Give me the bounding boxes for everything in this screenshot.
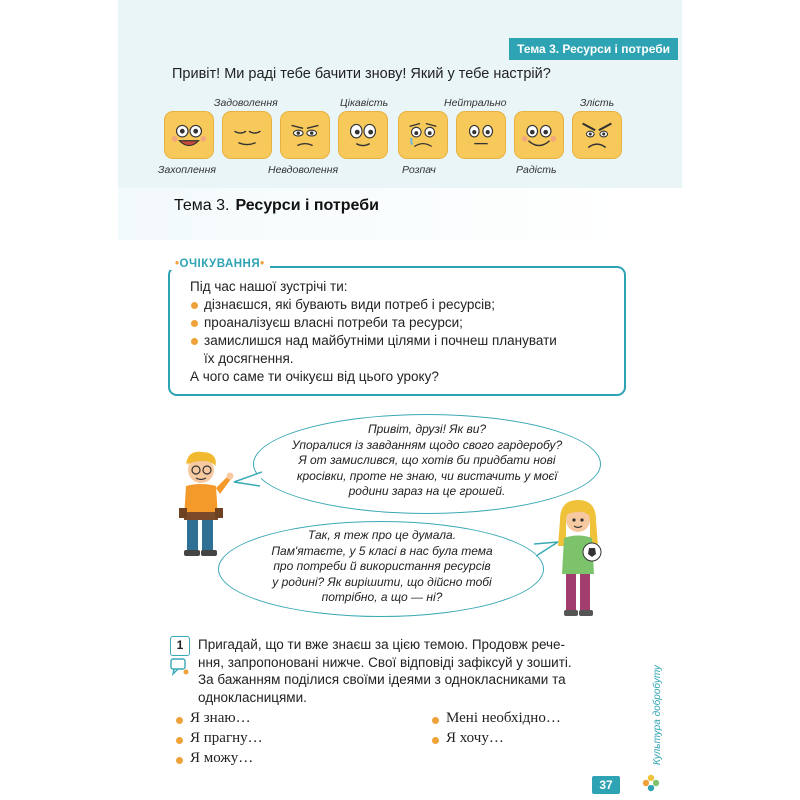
mood-label-zlist: Злість bbox=[580, 97, 615, 109]
topic-tab: Тема 3. Ресурси і потреби bbox=[509, 38, 678, 60]
page-number: 37 bbox=[592, 776, 620, 794]
answer-starter: Я прагну… bbox=[176, 730, 263, 747]
mood-label-zahoplennia: Захоплення bbox=[158, 164, 216, 176]
task-text bbox=[198, 636, 614, 706]
boy-character-icon bbox=[174, 448, 236, 560]
face-zadovolennia-icon bbox=[222, 111, 272, 159]
expectations-label-text: ОЧІКУВАННЯ bbox=[179, 258, 261, 270]
expectations-question: А чого саме ти очікуєш від цього уроку? bbox=[190, 369, 439, 384]
girl-speech-line: про потреби й використання ресурсів bbox=[273, 559, 491, 573]
girl-speech-line: Пам'ятаєте, у 5 класі в нас була тема bbox=[271, 543, 493, 558]
mood-band bbox=[118, 0, 682, 188]
mood-greeting: Привіт! Ми раді тебе бачити знову! Який у тебе настрій? bbox=[172, 66, 551, 82]
bubble-tail-icon bbox=[534, 540, 560, 560]
task-line: однокласницями. bbox=[198, 689, 307, 705]
side-label bbox=[638, 625, 663, 765]
expectations-item: дізнаєшся, які бувають види потреб і ресурсів; bbox=[190, 296, 620, 314]
mood-label-tsikavist: Цікавість bbox=[340, 97, 389, 109]
girl-speech-line: Так, я теж про це думала. bbox=[307, 528, 457, 542]
task-line: ння, запропоновані нижче. Свої відповіді зафіксуй у зошиті. bbox=[198, 654, 572, 670]
expectations-text bbox=[190, 278, 620, 386]
topic-title: Ресурси і потреби bbox=[235, 197, 379, 214]
mood-label-zadovolennia: Задоволення bbox=[214, 97, 278, 109]
label-dot-left: • bbox=[175, 258, 180, 270]
answer-starter: Я хочу… bbox=[432, 730, 504, 747]
mood-label-rozpach: Розпач bbox=[402, 164, 436, 176]
answer-starters bbox=[176, 710, 596, 770]
topic-heading bbox=[174, 197, 379, 215]
face-rozpach-icon bbox=[398, 111, 448, 159]
answer-starter: Я знаю… bbox=[176, 710, 251, 727]
face-zlist-icon bbox=[572, 111, 622, 159]
face-nevdovolennia-icon bbox=[280, 111, 330, 159]
answer-starter: Я можу… bbox=[176, 750, 253, 767]
expectations-item: замислишся над майбутніми цілями і почнеш планувати bbox=[190, 332, 620, 350]
textbook-page bbox=[118, 0, 682, 800]
face-radist-icon bbox=[514, 111, 564, 159]
girl-speech-line: у родині? Як вирішити, що дійсно тобі bbox=[272, 574, 492, 589]
boy-speech-line: Привіт, друзі! Як ви? bbox=[367, 422, 487, 436]
boy-speech-line: родини зараз на це грошей. bbox=[348, 484, 506, 498]
bubble-tail-icon bbox=[232, 470, 262, 490]
flower-icon bbox=[642, 774, 660, 792]
discussion-icon bbox=[170, 658, 190, 676]
boy-speech-line: Я от замислився, що хотів би придбати нові bbox=[298, 453, 556, 467]
topic-prefix: Тема 3. bbox=[174, 197, 230, 214]
face-zahoplennia-icon bbox=[164, 111, 214, 159]
girl-speech-text bbox=[230, 528, 534, 606]
mood-label-neitralno: Нейтрально bbox=[444, 97, 507, 109]
answer-starter: Мені необхідно… bbox=[432, 710, 561, 727]
face-tsikavist-icon bbox=[338, 111, 388, 159]
boy-speech-line: кросівки, проте не знаю, чи вистачить у моєї bbox=[296, 468, 558, 483]
expectations-label bbox=[170, 258, 270, 270]
mood-label-radist: Радість bbox=[516, 164, 557, 176]
task-line: За бажанням поділися своїми ідеями з однокласниками та bbox=[198, 672, 566, 687]
boy-speech-text bbox=[268, 422, 586, 500]
girl-speech-line: потрібно, а що — ні? bbox=[321, 590, 443, 604]
expectations-item: проаналізуєш власні потреби та ресурси; bbox=[190, 314, 620, 332]
mood-label-nevdovolennia: Невдоволення bbox=[268, 164, 339, 176]
task-line: Пригадай, що ти вже знаєш за цією темою. Продовж рече- bbox=[198, 637, 566, 652]
expectations-item-continuation: їх досягнення. bbox=[204, 351, 294, 366]
girl-character-icon bbox=[554, 498, 604, 622]
expectations-intro: Під час нашої зустрічі ти: bbox=[190, 279, 348, 294]
face-neitralno-icon bbox=[456, 111, 506, 159]
side-label-text: Культура добробуту bbox=[652, 665, 663, 765]
task-number: 1 bbox=[170, 636, 190, 656]
boy-speech-line: Упоралися із завданням щодо свого гардеробу? bbox=[291, 437, 563, 452]
label-dot-right: • bbox=[260, 258, 265, 270]
